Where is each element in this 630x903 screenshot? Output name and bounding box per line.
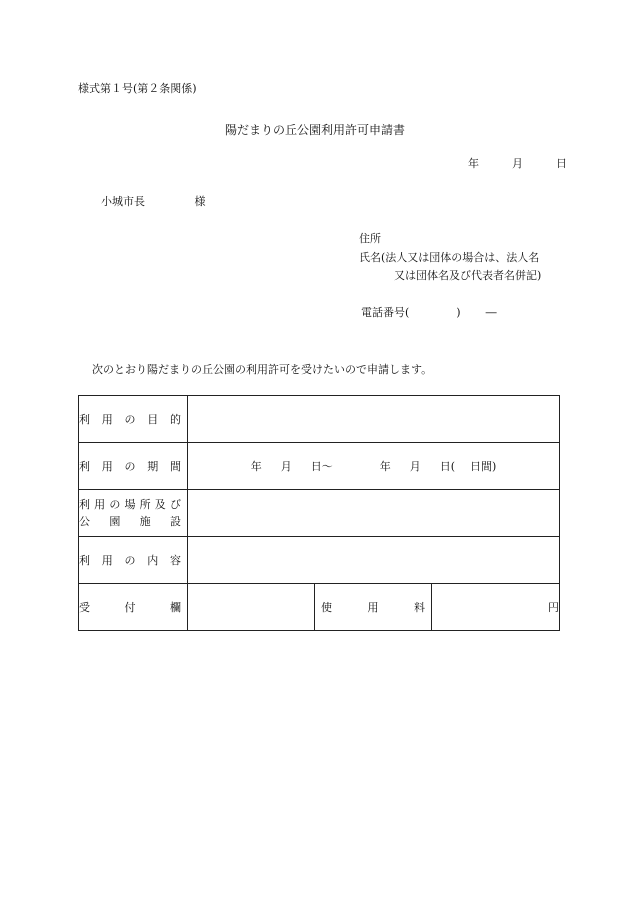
- label-char: 所: [139, 498, 151, 511]
- table-row-reception: [79, 584, 560, 631]
- period-days: 日間): [470, 460, 497, 473]
- label-char: 欄: [170, 601, 181, 614]
- label-char: 目: [147, 413, 159, 426]
- purpose-label: [79, 396, 188, 443]
- label-char: 用: [367, 601, 379, 614]
- label-char: の: [109, 498, 121, 511]
- label-char: の: [124, 460, 136, 473]
- place-field[interactable]: [188, 490, 560, 537]
- date-line: [468, 155, 567, 171]
- name-label: 氏名(法人又は団体の場合は、法人名: [359, 251, 540, 264]
- content-label: [79, 537, 188, 584]
- table-row-content: [79, 537, 560, 584]
- period-field[interactable]: [188, 443, 560, 490]
- period-start-month: 月: [280, 460, 292, 473]
- label-char: 利: [79, 413, 90, 426]
- addressee: [101, 193, 206, 209]
- period-end-year: 年: [379, 460, 391, 473]
- date-month: 月: [512, 157, 523, 170]
- phone-dash: ―: [485, 306, 497, 319]
- label-char: 付: [124, 601, 136, 614]
- label-char: 園: [109, 515, 121, 528]
- phone-label: 電話番号(: [361, 306, 410, 319]
- content-field[interactable]: [188, 537, 560, 584]
- period-label: [79, 443, 188, 490]
- fee-label: [315, 584, 432, 631]
- label-char: 公: [79, 515, 90, 528]
- label-char: 間: [170, 460, 181, 473]
- reception-field[interactable]: [188, 584, 315, 631]
- period-start-day: 日～: [310, 460, 333, 473]
- label-char: 的: [170, 413, 181, 426]
- period-end-month: 月: [409, 460, 421, 473]
- phone-line: [361, 304, 497, 320]
- label-char: 設: [169, 515, 181, 528]
- label-char: び: [169, 498, 181, 511]
- addressee-honorific: 様: [194, 195, 206, 208]
- addressee-name: 小城市長: [101, 195, 145, 208]
- fee-field[interactable]: [432, 584, 560, 631]
- form-number-label: 様式第１号(第２条関係): [78, 82, 197, 95]
- intro-text: 次のとおり陽だまりの丘公園の利用許可を受けたいので申請します。: [92, 363, 433, 376]
- phone-close-paren: ): [456, 306, 461, 319]
- label-char: 用: [101, 413, 113, 426]
- label-char: 利: [79, 554, 90, 567]
- purpose-field[interactable]: [188, 396, 560, 443]
- table-row-place: [79, 490, 560, 537]
- label-char: 用: [94, 498, 106, 511]
- table-row-period: [79, 443, 560, 490]
- document-title: 陽だまりの丘公園利用許可申請書: [224, 123, 405, 137]
- label-char: 期: [147, 460, 159, 473]
- table-row-purpose: [79, 396, 560, 443]
- label-char: 場: [124, 498, 136, 511]
- period-start-year: 年: [250, 460, 262, 473]
- place-label: [79, 490, 188, 537]
- application-table: [78, 395, 560, 631]
- reception-label: [79, 584, 188, 631]
- label-char: 内: [147, 554, 159, 567]
- label-char: 料: [414, 601, 425, 614]
- label-char: 利: [79, 498, 90, 511]
- fee-unit: 円: [548, 601, 560, 614]
- label-char: 用: [101, 554, 113, 567]
- period-end-day: 日(: [439, 460, 455, 473]
- label-char: 用: [101, 460, 113, 473]
- label-char: 受: [79, 601, 90, 614]
- label-char: 使: [321, 601, 332, 614]
- label-char: 及: [154, 498, 166, 511]
- name-label-note: 又は団体名及び代表者名併記): [394, 269, 542, 282]
- date-year: 年: [468, 157, 479, 170]
- address-label: 住所: [359, 232, 381, 245]
- label-char: 利: [79, 460, 90, 473]
- label-char: の: [124, 554, 136, 567]
- label-char: 容: [170, 554, 181, 567]
- label-char: 施: [139, 515, 151, 528]
- label-char: の: [124, 413, 136, 426]
- date-day: 日: [556, 157, 567, 170]
